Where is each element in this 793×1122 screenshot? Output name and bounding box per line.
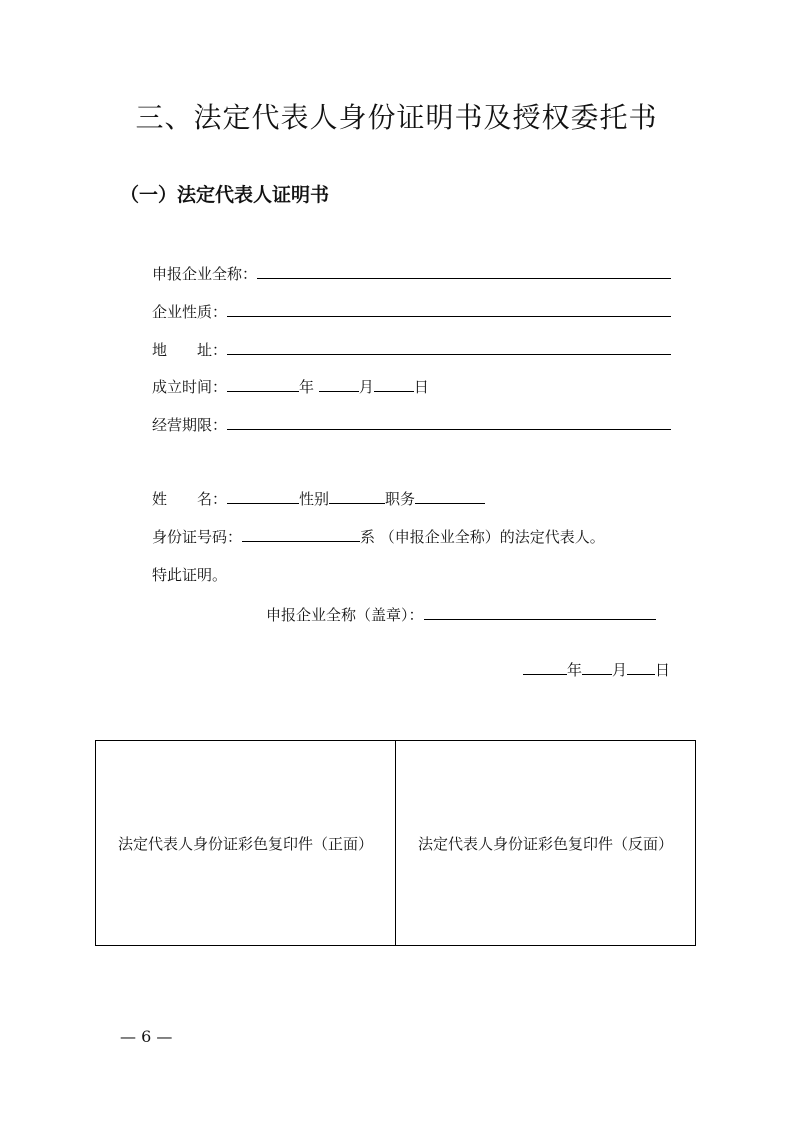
established-label: 成立时间： — [152, 378, 228, 396]
established-month-field[interactable] — [319, 377, 359, 392]
id-label: 身份证号码： — [152, 528, 243, 546]
id-copy-back-label: 法定代表人身份证彩色复印件（反面） — [417, 834, 673, 853]
term-label: 经营期限： — [152, 416, 228, 434]
id-suffix: 系 （申报企业全称）的法定代表人。 — [360, 528, 605, 546]
id-copy-back-cell[interactable] — [395, 741, 695, 945]
id-copy-front-label: 法定代表人身份证彩色复印件（正面） — [117, 834, 373, 853]
page-title: 三、法定代表人身份证明书及授权委托书 — [135, 101, 658, 134]
id-copy-front-cell[interactable] — [96, 741, 395, 945]
sign-day-unit: 日 — [655, 661, 671, 679]
sign-date-row — [523, 658, 670, 682]
section-heading: （一）法定代表人证明书 — [120, 184, 330, 206]
seal-field[interactable] — [424, 605, 656, 620]
gender-label: 性别 — [299, 490, 330, 508]
id-row — [152, 525, 605, 549]
established-row — [152, 375, 429, 399]
sign-month-unit: 月 — [612, 661, 628, 679]
sign-month-field[interactable] — [582, 660, 612, 675]
name-label: 姓 名： — [152, 490, 228, 508]
term-field[interactable] — [227, 415, 671, 430]
term-row — [152, 413, 671, 437]
sign-year-field[interactable] — [523, 660, 567, 675]
company-name-label: 申报企业全称： — [152, 265, 258, 283]
address-field[interactable] — [227, 340, 671, 355]
name-field[interactable] — [227, 489, 299, 504]
seal-label: 申报企业全称（盖章）： — [266, 606, 424, 624]
address-row — [152, 338, 671, 362]
established-month-unit: 月 — [358, 378, 374, 396]
sign-day-field[interactable] — [627, 660, 655, 675]
person-row — [152, 487, 485, 511]
id-field[interactable] — [242, 527, 360, 542]
seal-row — [266, 603, 656, 627]
established-day-unit: 日 — [413, 378, 429, 396]
sign-year-unit: 年 — [567, 661, 583, 679]
page-number: — 6 — — [120, 1027, 173, 1046]
nature-row — [152, 300, 671, 324]
position-field[interactable] — [415, 489, 485, 504]
established-day-field[interactable] — [374, 377, 414, 392]
nature-label: 企业性质： — [152, 303, 228, 321]
id-copy-table — [95, 740, 696, 946]
established-year-field[interactable] — [227, 377, 299, 392]
position-label: 职务 — [385, 490, 416, 508]
company-name-row — [152, 262, 671, 286]
address-label: 地 址： — [152, 341, 228, 359]
nature-field[interactable] — [227, 302, 671, 317]
company-name-field[interactable] — [257, 264, 671, 279]
established-year-unit: 年 — [299, 378, 315, 396]
gender-field[interactable] — [329, 489, 385, 504]
hereby-text: 特此证明。 — [152, 566, 228, 584]
